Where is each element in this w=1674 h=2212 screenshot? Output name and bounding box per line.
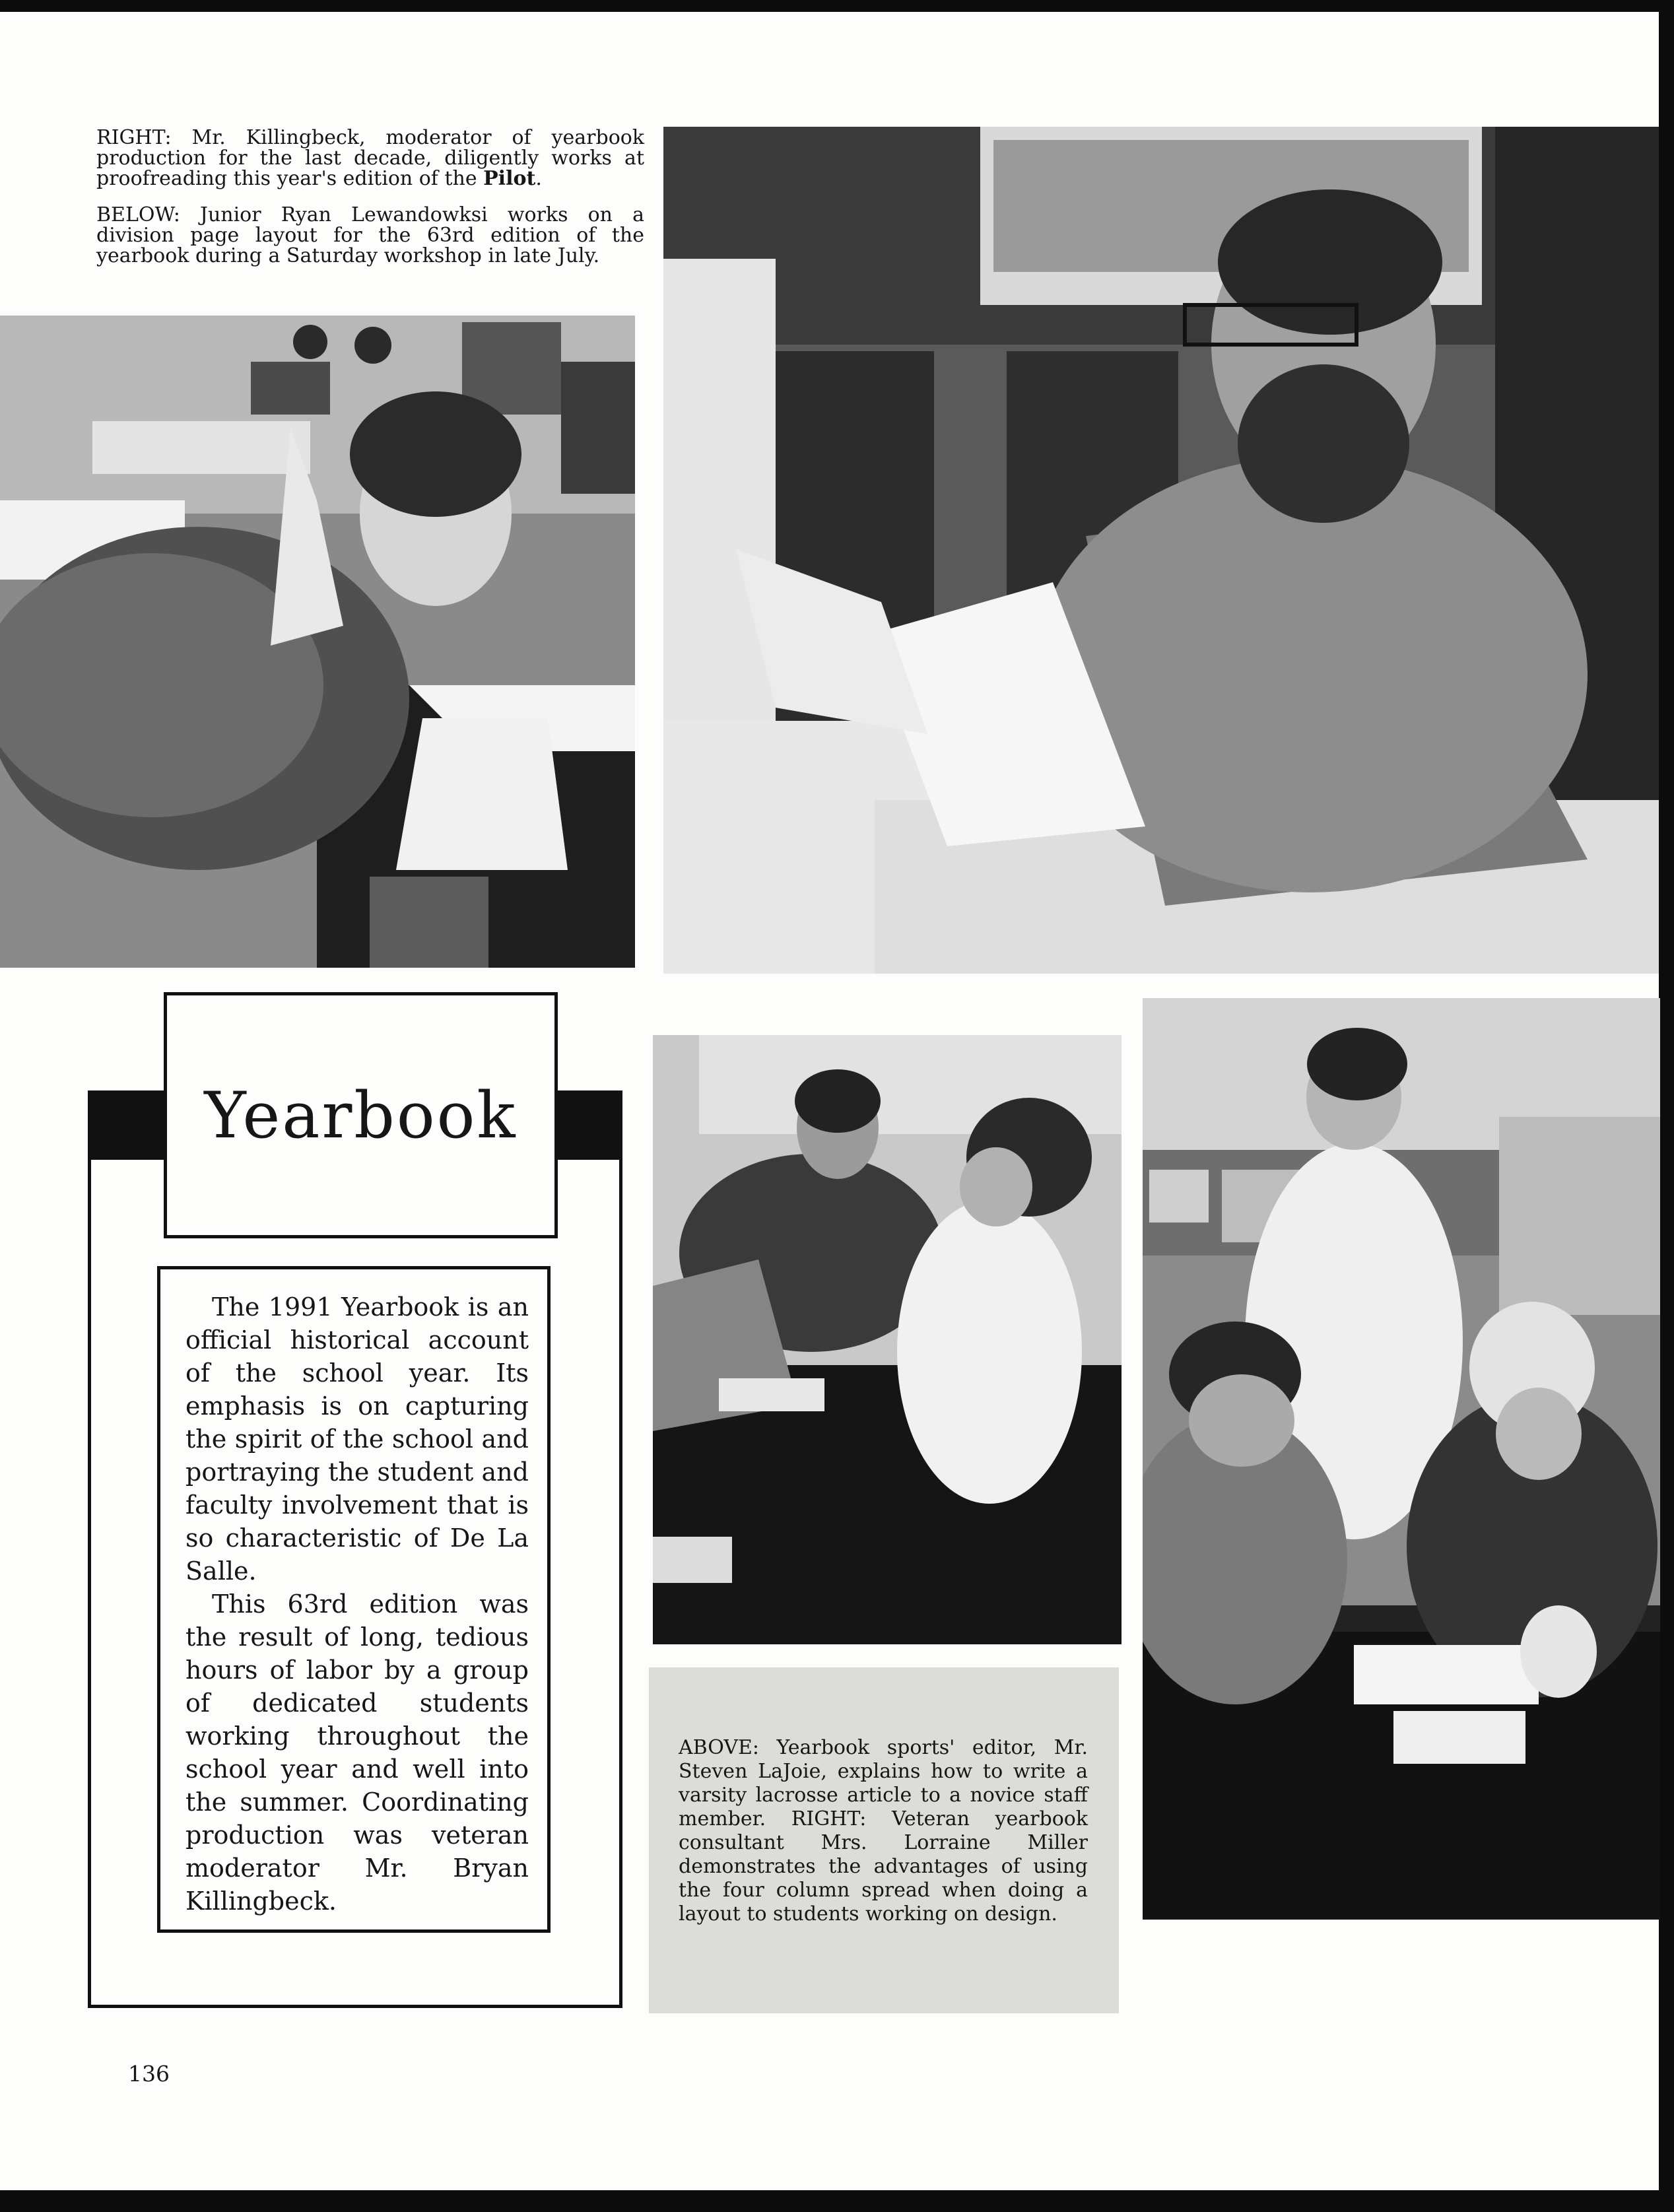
photo-sports-editor (653, 1035, 1122, 1644)
photo-caption-top (96, 127, 644, 282)
caption-box-bottom (649, 1667, 1119, 2013)
top-border (0, 0, 1674, 12)
intro-paragraph: This 63rd edition was the result of long, tedious hours of labor by a group of dedicated students working throughout the school year and well into the summer. Coordinating production was veteran moderator Mr. Bryan Killingbeck. (185, 1590, 529, 1916)
right-border (1659, 0, 1674, 2212)
caption-above-right: ABOVE: Yearbook sports' editor, Mr. Steven LaJoie, explains how to write a varsity lacrosse article to a novice staff member. RIGHT: Veteran yearbook consultant Mrs. Lorraine Miller demonstrates the advantages of using the four column spread when doing a layout to students working on design. (679, 1736, 1088, 1926)
caption-below: BELOW: Junior Ryan Lewandowksi works on a division page layout for the 63rd edition of the yearbook during a Saturday workshop in late July. (96, 203, 644, 267)
intro-text (185, 1290, 529, 1918)
photo-moderator-proofreading (663, 127, 1659, 974)
section-title: Yearbook (204, 1078, 518, 1153)
intro-paragraph: The 1991 Yearbook is an official historical account of the school year. Its emphasis is on capturing the spirit of the school and portraying the student and faculty involvement that is so characteristic of De La Salle. (185, 1292, 529, 1586)
section-title-box (164, 992, 558, 1238)
photo-student-layout (0, 316, 635, 968)
page-number: 136 (128, 2061, 170, 2087)
caption-right: RIGHT: Mr. Killingbeck, moderator of yearbook production for the last decade, diligently works at proofreading this year's edition of the Pilot. (96, 126, 644, 190)
bottom-border (0, 2190, 1674, 2212)
photo-consultant-demonstration (1143, 998, 1660, 1920)
intro-text-box (157, 1266, 551, 1933)
